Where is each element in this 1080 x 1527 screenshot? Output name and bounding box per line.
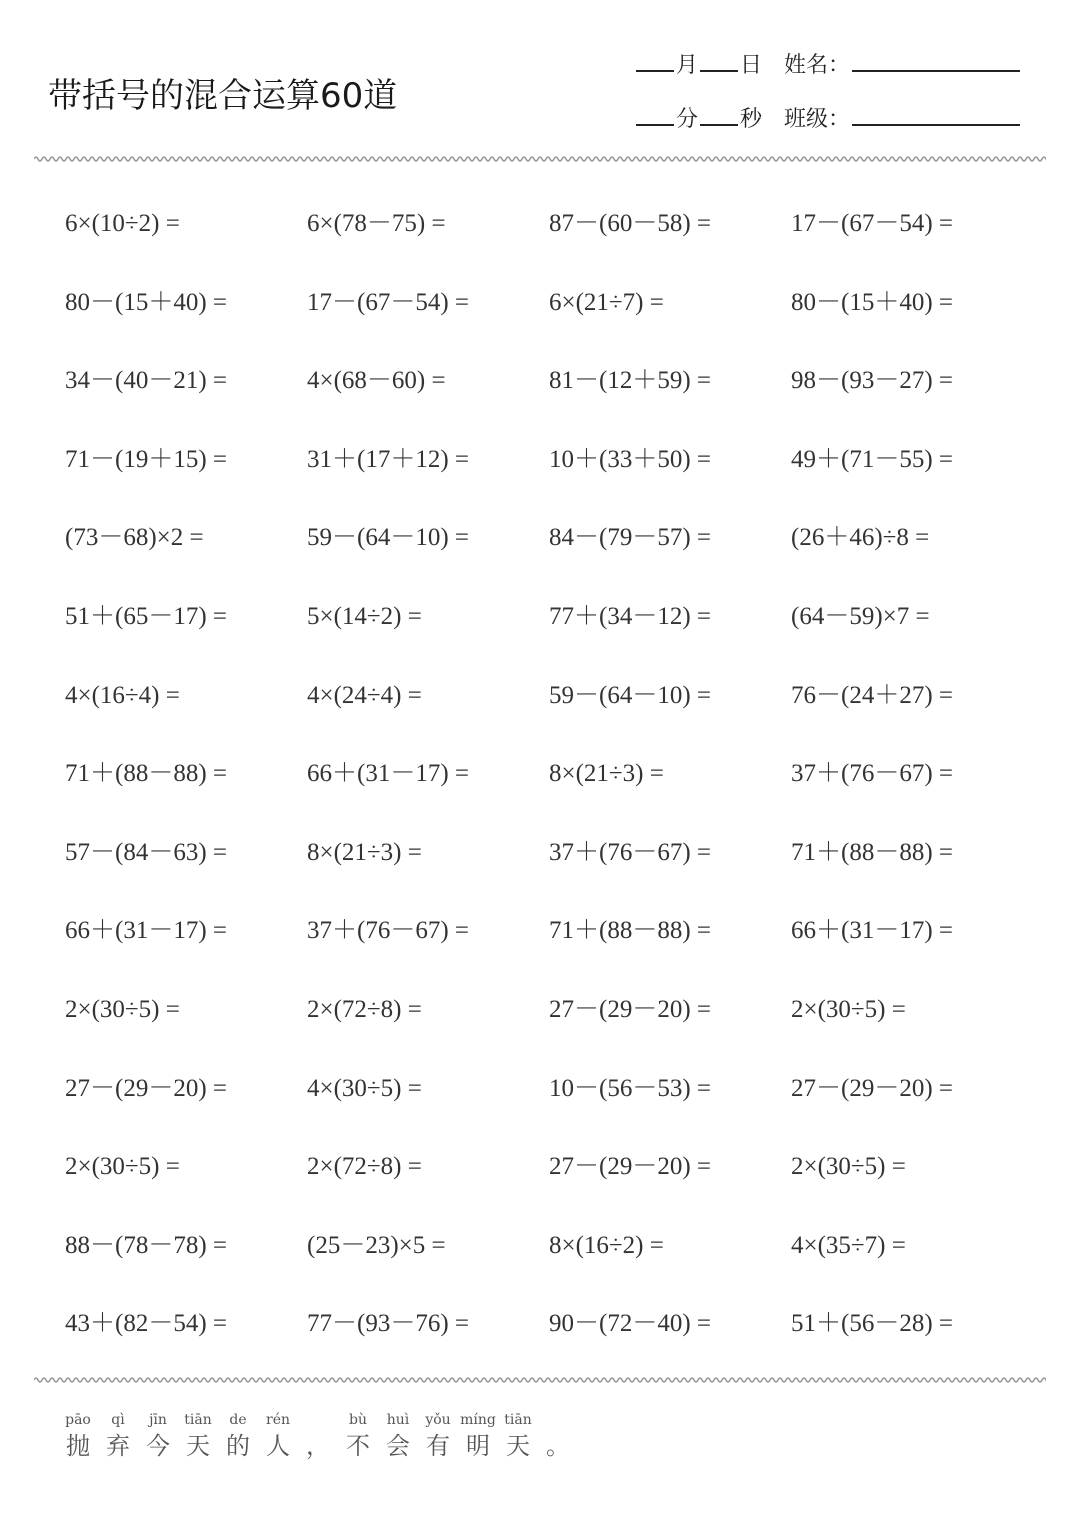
hanzi: 有 xyxy=(426,1432,450,1460)
name-label: 姓名： xyxy=(784,53,851,78)
pinyin: qì xyxy=(111,1412,125,1428)
problem-item: 17－(67－54) = xyxy=(791,210,953,237)
motto-char xyxy=(538,1412,578,1462)
problem-item: 27－(29－20) = xyxy=(549,995,711,1023)
problem-row xyxy=(65,510,1045,589)
problem-item: 8×(21÷3) = xyxy=(307,838,422,866)
top-wavy-divider xyxy=(34,154,1046,164)
problem-item: 37＋(76－67) = xyxy=(791,760,953,788)
motto-char xyxy=(138,1412,178,1462)
problem-item: 59－(64－10) = xyxy=(307,524,469,552)
minute-label: 分 xyxy=(676,107,699,132)
month-blank[interactable] xyxy=(636,50,674,72)
hanzi: 今 xyxy=(146,1432,170,1460)
problem-item: 5×(14÷2) = xyxy=(307,602,422,630)
problem-item: 90－(72－40) = xyxy=(549,1310,711,1338)
month-label: 月 xyxy=(676,53,699,78)
hanzi: 不 xyxy=(346,1432,370,1460)
day-label: 日 xyxy=(740,53,763,78)
problem-item: 77＋(34－12) = xyxy=(549,602,711,630)
motto-char xyxy=(218,1412,258,1462)
problem-row xyxy=(65,353,1045,432)
class-blank[interactable] xyxy=(852,104,1020,126)
hanzi: 的 xyxy=(226,1432,250,1460)
problem-row xyxy=(65,196,1045,275)
problem-item: 66＋(31－17) = xyxy=(65,917,227,945)
problem-item: 8×(16÷2) = xyxy=(549,1231,664,1259)
motto-char xyxy=(338,1412,378,1462)
problem-item: 27－(29－20) = xyxy=(791,1074,953,1102)
day-blank[interactable] xyxy=(700,50,738,72)
pinyin: tiān xyxy=(504,1412,532,1428)
problem-item: 2×(30÷5) = xyxy=(65,995,180,1023)
pinyin: jīn xyxy=(149,1412,167,1428)
hanzi: 明 xyxy=(466,1432,490,1460)
problem-item: 2×(72÷8) = xyxy=(307,1153,422,1181)
problem-item: 43＋(82－54) = xyxy=(65,1310,227,1338)
motto-char xyxy=(458,1412,498,1462)
problem-row xyxy=(65,1061,1045,1140)
problem-item: 71＋(88－88) = xyxy=(549,917,711,945)
motto-char xyxy=(178,1412,218,1462)
problem-item: 31＋(17＋12) = xyxy=(307,445,469,473)
problem-item: 81－(12＋59) = xyxy=(549,367,711,395)
problem-row xyxy=(65,432,1045,511)
page-title: 带括号的混合运算60道 xyxy=(48,76,398,116)
problem-item: 2×(30÷5) = xyxy=(791,1153,906,1181)
problem-item: (26＋46)÷8 = xyxy=(791,524,930,552)
bottom-wavy-divider xyxy=(34,1375,1046,1385)
problem-item: 6×(21÷7) = xyxy=(549,288,664,316)
second-blank[interactable] xyxy=(700,104,738,126)
problem-item: 51＋(65－17) = xyxy=(65,602,227,630)
pinyin: huì xyxy=(386,1412,410,1428)
problem-row xyxy=(65,746,1045,825)
problem-item: 98－(93－27) = xyxy=(791,367,953,395)
hanzi: 会 xyxy=(386,1432,410,1460)
problem-item: 4×(30÷5) = xyxy=(307,1074,422,1102)
problem-item: 80－(15＋40) = xyxy=(65,288,227,316)
pinyin: yǒu xyxy=(425,1412,451,1428)
motto-char xyxy=(418,1412,458,1462)
problem-item: 34－(40－21) = xyxy=(65,367,227,395)
problem-row xyxy=(65,589,1045,668)
problem-item: 17－(67－54) = xyxy=(307,288,469,316)
problem-item: 59－(64－10) = xyxy=(549,681,711,709)
problem-item: 4×(16÷4) = xyxy=(65,681,180,709)
problem-item: 4×(35÷7) = xyxy=(791,1231,906,1259)
time-row xyxy=(634,102,1022,133)
problem-item: 71－(19＋15) = xyxy=(65,445,227,473)
problem-item: 27－(29－20) = xyxy=(549,1153,711,1181)
problem-row xyxy=(65,825,1045,904)
hanzi: 抛 xyxy=(66,1432,90,1460)
problem-item: 66＋(31－17) = xyxy=(791,917,953,945)
problem-row xyxy=(65,668,1045,747)
problem-item: 49＋(71－55) = xyxy=(791,445,953,473)
motto-char xyxy=(98,1412,138,1462)
problem-item: 71＋(88－88) = xyxy=(65,760,227,788)
class-label: 班级： xyxy=(784,107,851,132)
hanzi: 天 xyxy=(186,1432,210,1460)
problem-item: 10＋(33＋50) = xyxy=(549,445,711,473)
problem-item: 51＋(56－28) = xyxy=(791,1310,953,1338)
problem-row xyxy=(65,275,1045,354)
problem-item: 4×(68－60) = xyxy=(307,367,446,395)
problem-item: 27－(29－20) = xyxy=(65,1074,227,1102)
problem-item: 80－(15＋40) = xyxy=(791,288,953,316)
problem-item: 71＋(88－88) = xyxy=(791,838,953,866)
motto-char xyxy=(298,1412,338,1462)
problem-item: 87－(60－58) = xyxy=(549,210,711,237)
hanzi: 弃 xyxy=(106,1432,130,1460)
problem-item: 2×(72÷8) = xyxy=(307,995,422,1023)
problem-item: 57－(84－63) = xyxy=(65,838,227,866)
problem-row xyxy=(65,903,1045,982)
problem-grid xyxy=(65,196,1045,1375)
motto-char xyxy=(58,1412,98,1462)
motto-char xyxy=(498,1412,538,1462)
problem-item: 2×(30÷5) = xyxy=(65,1153,180,1181)
problem-item: 66＋(31－17) = xyxy=(307,760,469,788)
problem-row xyxy=(65,1218,1045,1297)
problem-item: (25－23)×5 = xyxy=(307,1231,446,1259)
motto xyxy=(58,1412,578,1462)
problem-item: 84－(79－57) = xyxy=(549,524,711,552)
problem-item: (64－59)×7 = xyxy=(791,602,930,630)
pinyin: bù xyxy=(349,1412,367,1428)
motto-char xyxy=(258,1412,298,1462)
date-row xyxy=(634,48,1022,79)
problem-item: 8×(21÷3) = xyxy=(549,760,664,788)
problem-item: 2×(30÷5) = xyxy=(791,995,906,1023)
pinyin: de xyxy=(229,1412,247,1428)
problem-row xyxy=(65,1139,1045,1218)
problem-item: 88－(78－78) = xyxy=(65,1231,227,1259)
problem-item: 6×(10÷2) = xyxy=(65,210,180,237)
problem-item: (73－68)×2 = xyxy=(65,524,204,552)
problem-item: 77－(93－76) = xyxy=(307,1310,469,1338)
problem-item: 76－(24＋27) = xyxy=(791,681,953,709)
minute-blank[interactable] xyxy=(636,104,674,126)
problem-item: 4×(24÷4) = xyxy=(307,681,422,709)
problem-row xyxy=(65,1296,1045,1375)
hanzi: 人 xyxy=(266,1432,290,1460)
pinyin: tiān xyxy=(184,1412,212,1428)
motto-char xyxy=(378,1412,418,1462)
problem-row xyxy=(65,982,1045,1061)
pinyin: rén xyxy=(266,1412,290,1428)
problem-item: 10－(56－53) = xyxy=(549,1074,711,1102)
pinyin: pāo xyxy=(65,1412,91,1428)
problem-item: 6×(78－75) = xyxy=(307,210,446,237)
name-blank[interactable] xyxy=(852,50,1020,72)
problem-item: 37＋(76－67) = xyxy=(307,917,469,945)
hanzi: 天 xyxy=(506,1432,530,1460)
second-label: 秒 xyxy=(740,107,763,132)
hanzi: ， xyxy=(306,1432,330,1460)
pinyin: míng xyxy=(460,1412,496,1428)
hanzi: 。 xyxy=(546,1432,570,1460)
problem-item: 37＋(76－67) = xyxy=(549,838,711,866)
